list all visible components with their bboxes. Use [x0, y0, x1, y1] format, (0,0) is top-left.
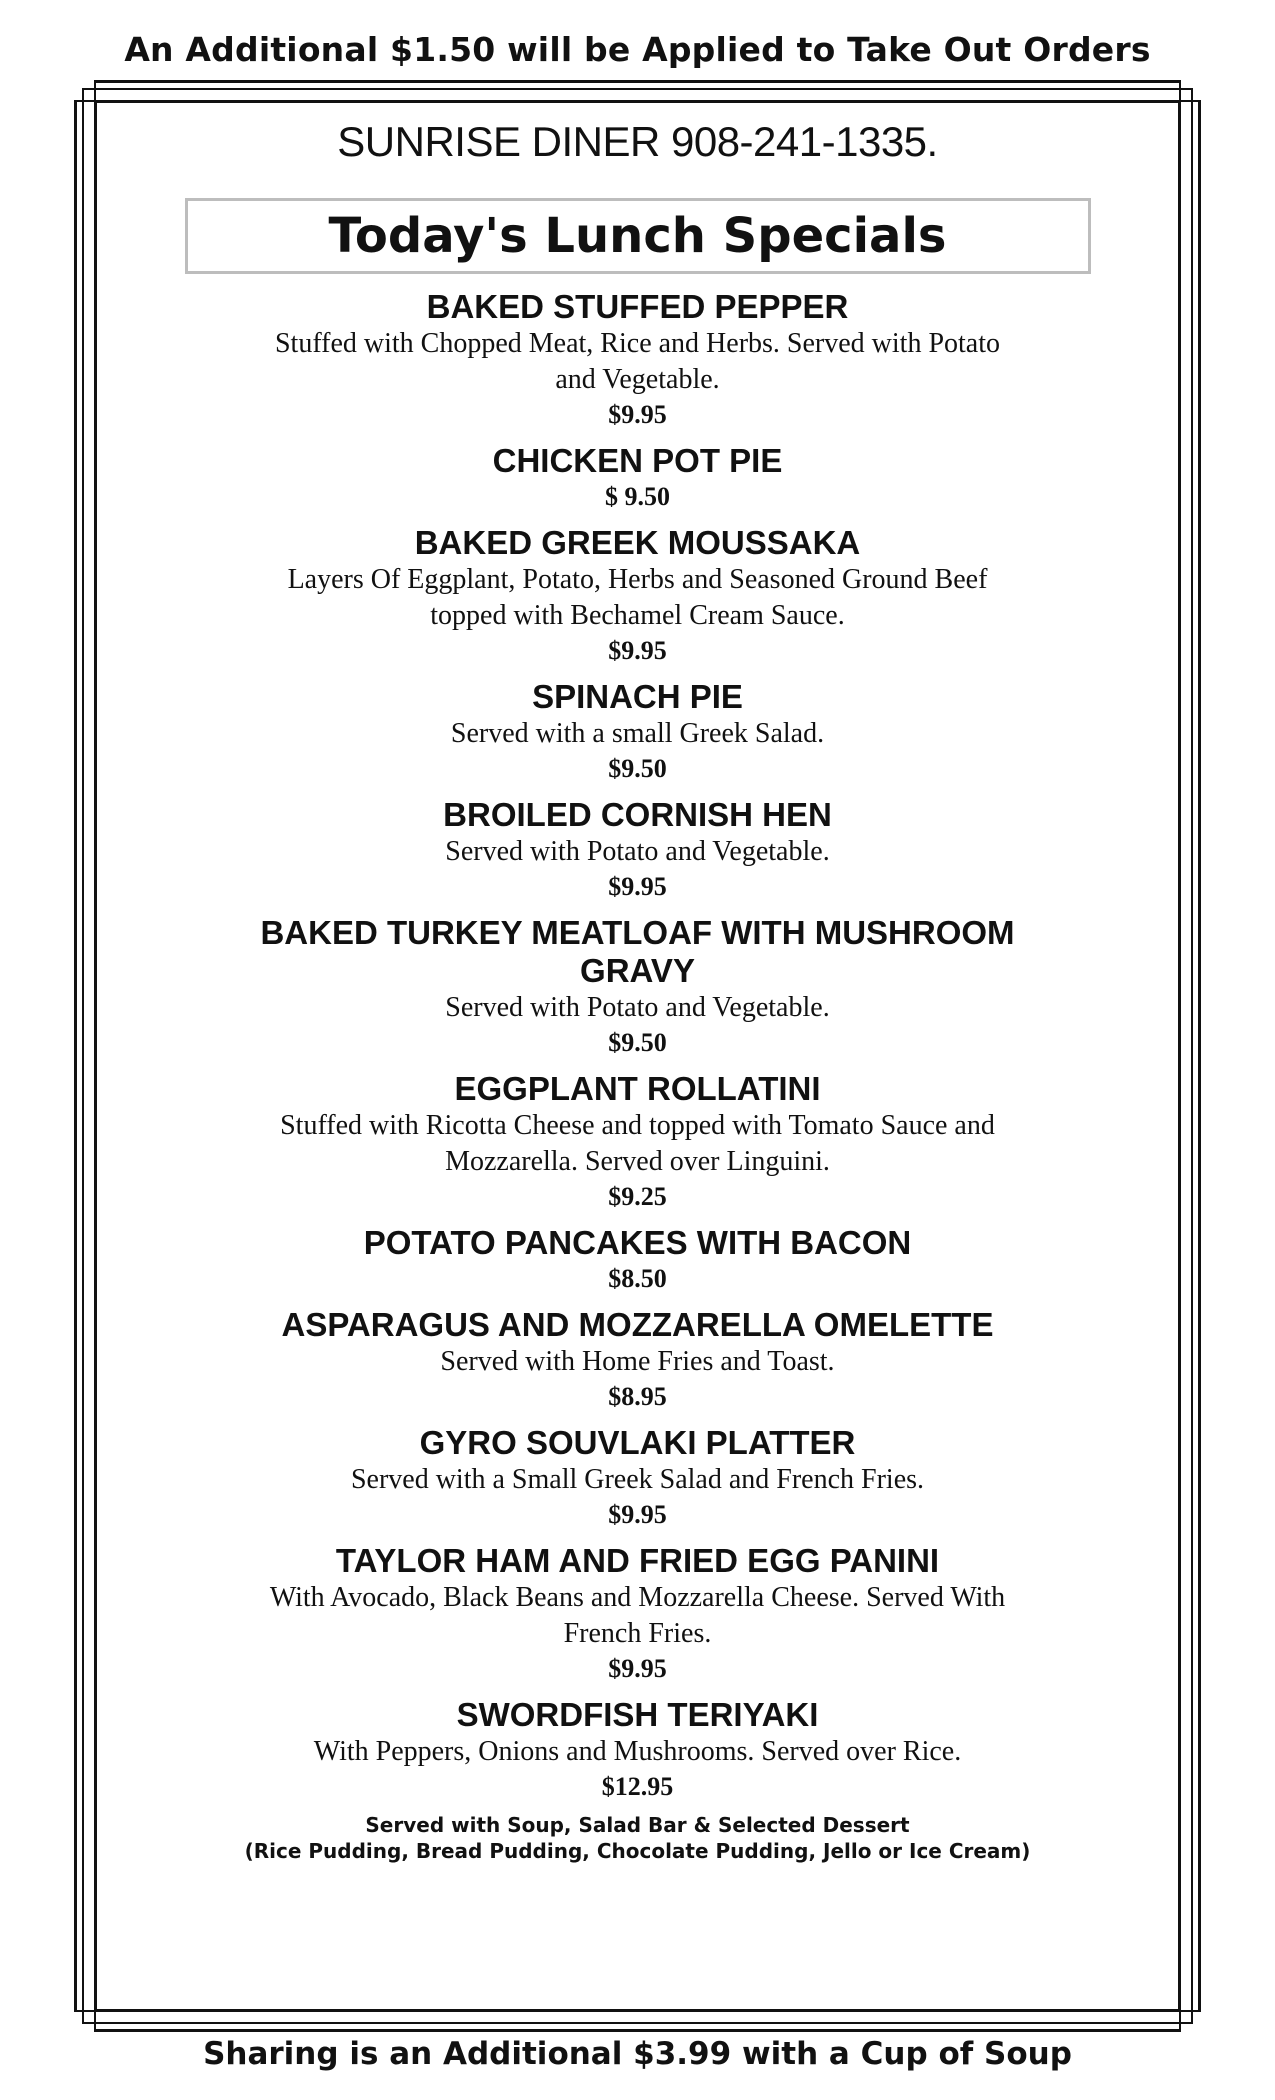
menu-item-price: $9.95: [608, 1654, 667, 1683]
heading-box: [185, 198, 1091, 274]
menu-item: [114, 288, 1161, 432]
menu-item-description: With Peppers, Onions and Mushrooms. Served over Rice.: [313, 1736, 962, 1767]
menu-item-price: $12.95: [601, 1772, 674, 1801]
menu-item-name: TAYLOR HAM AND FRIED EGG PANINI: [335, 1542, 940, 1579]
menu-item-name: SPINACH PIE: [532, 678, 743, 715]
menu-item-name: EGGPLANT ROLLATINI: [454, 1070, 821, 1107]
menu-item-name: SWORDFISH TERIYAKI: [456, 1696, 819, 1733]
menu-item-price: $9.95: [608, 400, 667, 429]
menu-item-description: Layers Of Eggplant, Potato, Herbs and Seasoned Ground Beef topped with Bechamel Cream Sauce.: [287, 564, 988, 631]
menu-item-description: Stuffed with Chopped Meat, Rice and Herbs. Served with Potato and Vegetable.: [274, 328, 1001, 395]
menu-item-name: ASPARAGUS AND MOZZARELLA OMELETTE: [281, 1306, 994, 1343]
menu-item-description: Served with Potato and Vegetable.: [445, 992, 830, 1023]
specials-list: [114, 288, 1161, 1804]
menu-item-price: $9.50: [608, 754, 667, 783]
page-title: Today's Lunch Specials: [328, 208, 947, 264]
menu-item: [114, 524, 1161, 668]
menu-item-name: BAKED TURKEY MEATLOAF WITH MUSHROOM GRAVY: [260, 914, 1015, 989]
menu-item-description: Stuffed with Ricotta Cheese and topped with Tomato Sauce and Mozzarella. Served over Linguini.: [280, 1110, 995, 1177]
menu-item-description: Served with Potato and Vegetable.: [445, 836, 830, 867]
menu-item-price: $9.95: [608, 1500, 667, 1529]
menu-item: [114, 1696, 1161, 1804]
menu-item-price: $9.95: [608, 636, 667, 665]
menu-item-price: $8.50: [608, 1264, 667, 1293]
menu-content: [114, 108, 1161, 1864]
takeout-surcharge-note: An Additional $1.50 will be Applied to Take Out Orders: [124, 30, 1151, 69]
menu-item: [114, 1224, 1161, 1296]
menu-item-name: CHICKEN POT PIE: [492, 442, 783, 479]
menu-item-name: BAKED STUFFED PEPPER: [426, 288, 849, 325]
menu-item: [114, 678, 1161, 786]
menu-frame: [74, 80, 1201, 2032]
menu-item: [114, 796, 1161, 904]
menu-item-price: $9.25: [608, 1182, 667, 1211]
menu-item: [114, 1424, 1161, 1532]
menu-item: [114, 1070, 1161, 1214]
menu-item-name: POTATO PANCAKES WITH BACON: [363, 1224, 912, 1261]
menu-item: [114, 442, 1161, 514]
sharing-charge-note: Sharing is an Additional $3.99 with a Cup of Soup: [203, 2036, 1072, 2072]
menu-item-description: With Avocado, Black Beans and Mozzarella Cheese. Served With French Fries.: [269, 1582, 1006, 1649]
menu-item-name: BROILED CORNISH HEN: [443, 796, 832, 833]
menu-item: [114, 1542, 1161, 1686]
menu-item: [114, 1306, 1161, 1414]
menu-item: [114, 914, 1161, 1060]
menu-item-description: Served with a Small Greek Salad and French Fries.: [350, 1464, 925, 1495]
menu-item-description: Served with a small Greek Salad.: [450, 718, 825, 749]
diner-name-phone: SUNRISE DINER 908-241-1335.: [337, 118, 938, 165]
menu-item-price: $ 9.50: [605, 482, 670, 511]
menu-item-name: BAKED GREEK MOUSSAKA: [414, 524, 861, 561]
menu-item-description: Served with Home Fries and Toast.: [440, 1346, 835, 1377]
dessert-options-note: (Rice Pudding, Bread Pudding, Chocolate Pudding, Jello or Ice Cream): [244, 1839, 1031, 1863]
menu-item-price: $8.95: [608, 1382, 667, 1411]
menu-item-price: $9.50: [608, 1028, 667, 1057]
menu-item-name: GYRO SOUVLAKI PLATTER: [419, 1424, 856, 1461]
menu-item-price: $9.95: [608, 872, 667, 901]
served-with-note: Served with Soup, Salad Bar & Selected Dessert: [365, 1813, 910, 1837]
